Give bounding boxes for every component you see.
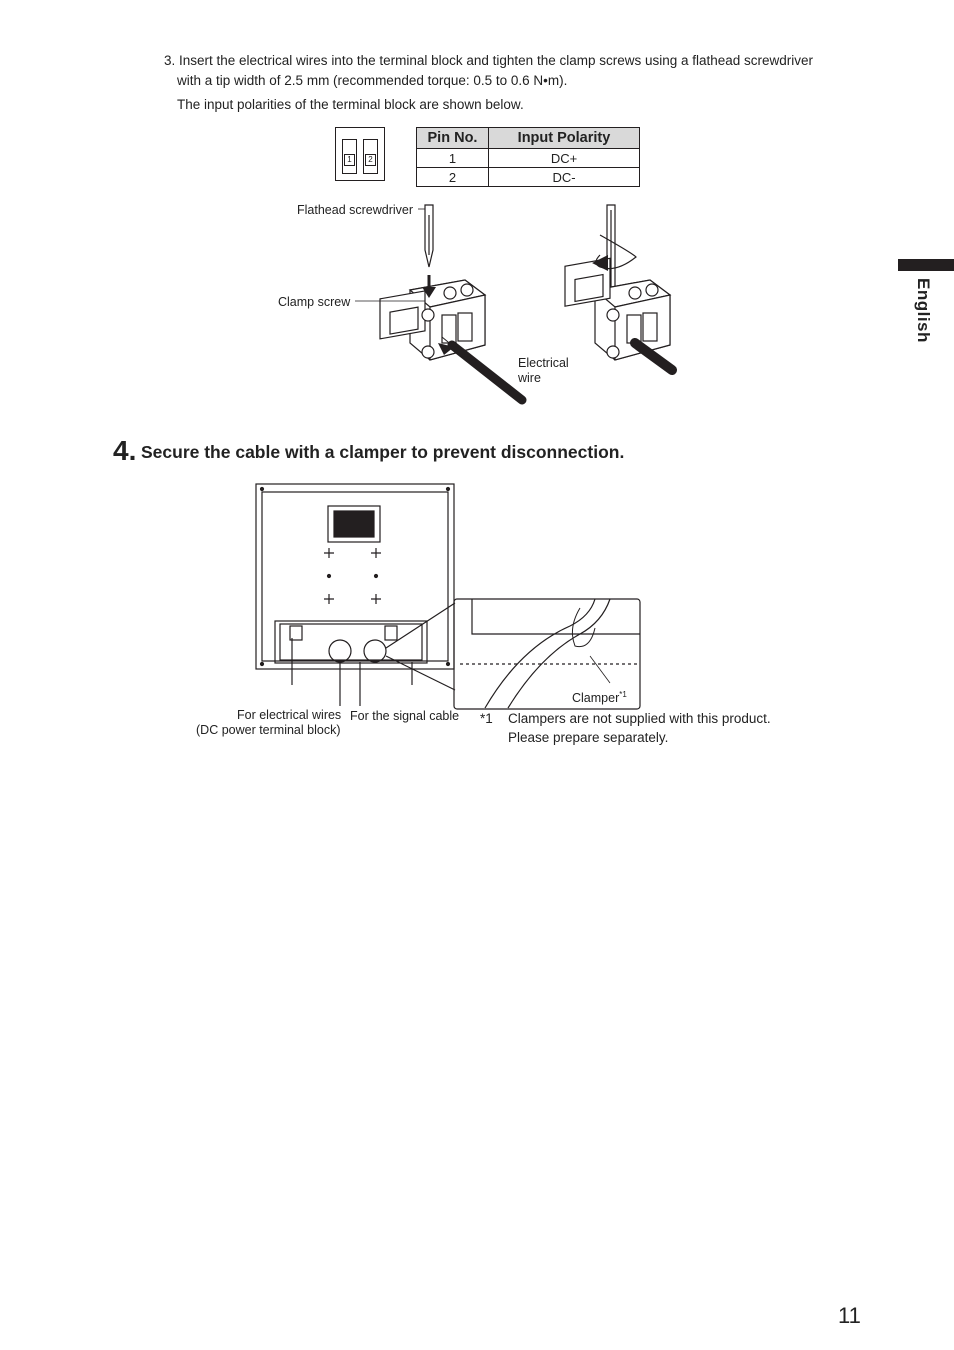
step3-line2: with a tip width of 2.5 mm (recommended torque: 0.5 to 0.6 N•m).	[177, 73, 568, 88]
cable-tie-icon	[572, 608, 595, 647]
table-header-row	[417, 128, 640, 149]
clamper-position-2-icon	[364, 640, 386, 662]
clamper-note-ref: *1	[619, 690, 627, 699]
pin-2-number: 2	[365, 154, 376, 166]
table-row	[417, 149, 640, 168]
table-row	[417, 168, 640, 187]
polarity-table	[416, 127, 640, 187]
signal-cable-label: For the signal cable	[350, 709, 460, 723]
monitor-rear-illustration	[250, 478, 650, 718]
row2-polarity: DC-	[489, 168, 640, 187]
flathead-screwdriver-label: Flathead screwdriver	[297, 203, 414, 217]
electrical-wire-label-line1: Electrical	[518, 356, 569, 370]
pin-1-number: 1	[344, 154, 355, 166]
footnote-line2: Please prepare separately.	[508, 730, 669, 745]
electrical-wires-label-line1: For electrical wires	[237, 708, 342, 722]
page-number: 11	[838, 1303, 861, 1328]
step3-line3: The input polarities of the terminal block are shown below.	[177, 97, 524, 112]
row1-polarity: DC+	[489, 149, 640, 168]
footnote-marker: *1	[480, 711, 493, 726]
footnote-line1: Clampers are not supplied with this product.	[508, 711, 771, 726]
clamper-label	[572, 687, 627, 706]
language-tab-bar	[898, 259, 954, 271]
electrical-wires-label-line2: (DC power terminal block)	[196, 723, 341, 737]
header-input-polarity: Input Polarity	[489, 128, 640, 149]
terminal-pin-diagram	[335, 127, 385, 181]
clamp-screw-label: Clamp screw	[278, 295, 351, 309]
electrical-wire-label-line2: wire	[518, 371, 541, 385]
step-4-title: Secure the cable with a clamper to prevent disconnection.	[141, 442, 625, 462]
pin-1-slot	[342, 139, 357, 174]
step-4-number: 4.	[113, 435, 137, 466]
clamper-label-text: Clamper	[572, 691, 620, 706]
terminal-block-right-icon	[565, 258, 670, 360]
row1-pin: 1	[417, 149, 489, 168]
language-tab-label: English	[914, 278, 933, 343]
header-pin-no: Pin No.	[417, 128, 489, 149]
pin-2-slot	[363, 139, 378, 174]
step3-line1: 3. Insert the electrical wires into the terminal block and tighten the clamp screws using a flathead screwdriver	[164, 53, 814, 68]
electrical-wire-left-icon	[452, 345, 522, 400]
clamper-position-1-icon	[329, 640, 351, 662]
row2-pin: 2	[417, 168, 489, 187]
